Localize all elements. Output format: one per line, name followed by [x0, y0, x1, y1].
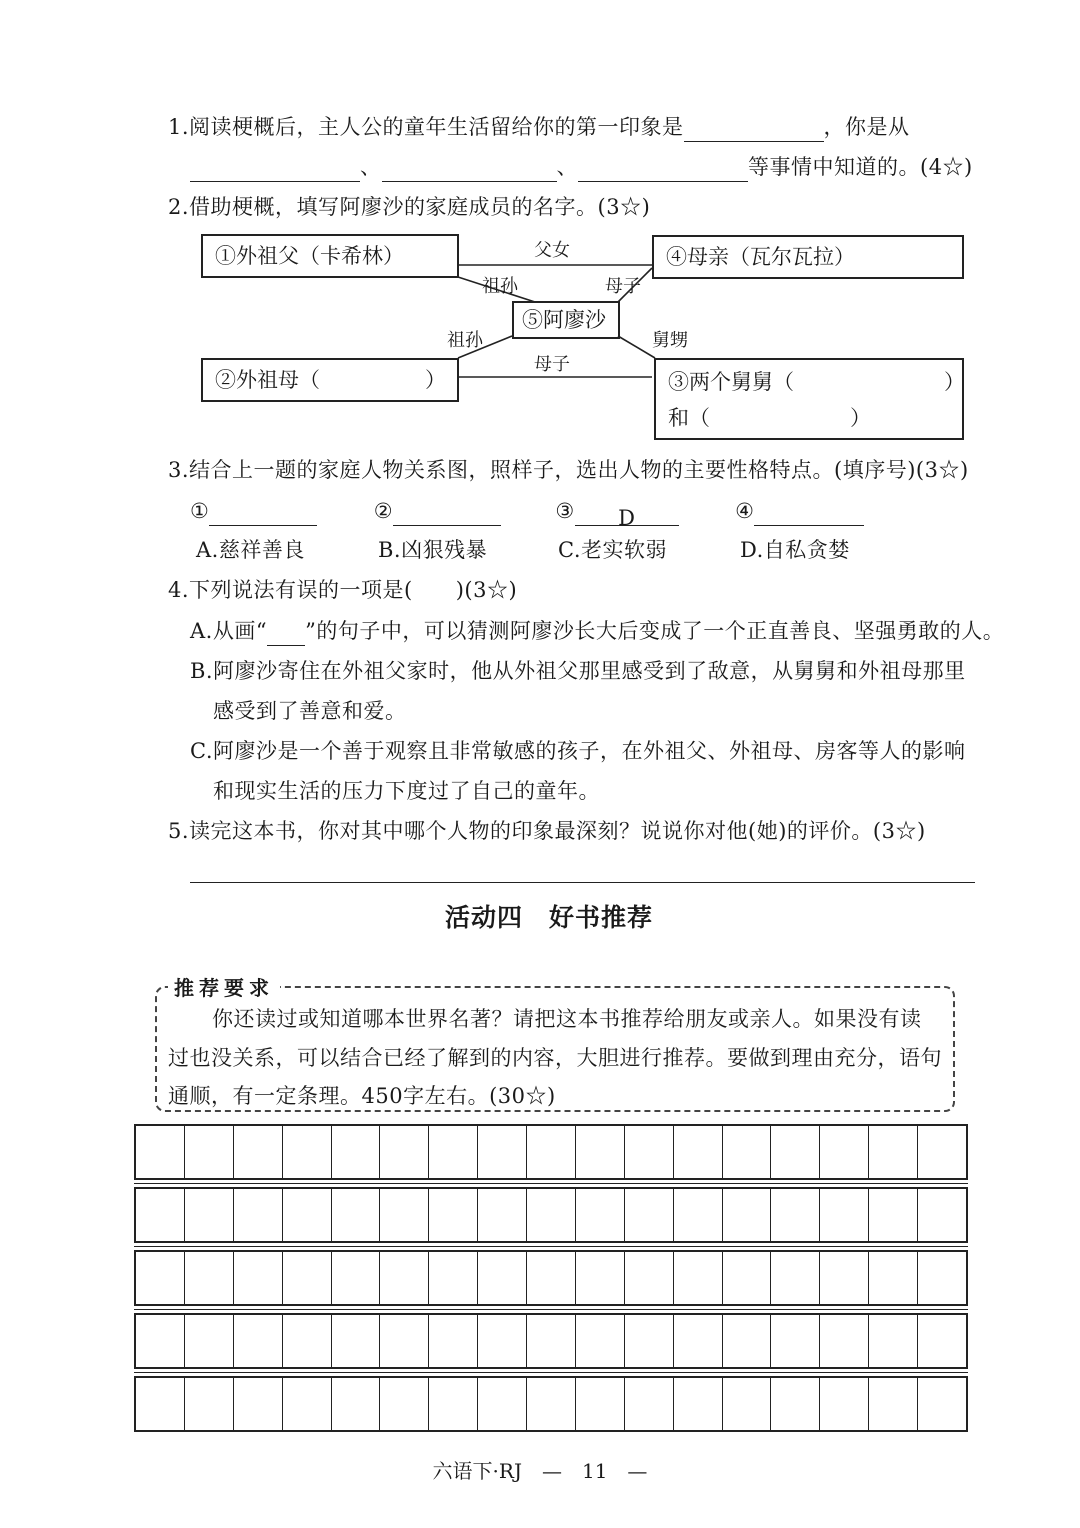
q3-blank-2[interactable] — [393, 503, 501, 526]
requirements-line2: 过也没关系，可以结合已经了解到的内容，大胆进行推荐。要做到理由充分，语句 — [168, 1046, 942, 1070]
box-uncles: ③两个舅舅（ ） 和（ ） — [654, 358, 964, 440]
writing-grid-row[interactable] — [134, 1187, 968, 1243]
box-grandmother: ②外祖母（ ） — [201, 358, 459, 402]
writing-grid-row[interactable] — [134, 1376, 968, 1432]
requirements-line1: 你还读过或知道哪本世界名著？请把这本书推荐给朋友或亲人。如果没有读 — [212, 1007, 922, 1031]
rel-father-daughter: 父女 — [534, 240, 570, 261]
rel-grandparent-2: 祖孙 — [447, 330, 483, 351]
q2-text: 2.借助梗概，填写阿廖沙的家庭成员的名字。(3☆) — [168, 195, 651, 219]
q4-option-c-line1: C.阿廖沙是一个善于观察且非常敏感的孩子，在外祖父、外祖母、房客等人的影响 — [190, 739, 966, 763]
q1-line2: 、 、 等事情中知道的。(4☆) — [190, 152, 973, 182]
q5-text: 5.读完这本书，你对其中哪个人物的印象最深刻？说说你对他(她)的评价。(3☆) — [168, 819, 926, 843]
q5-answer-line[interactable] — [190, 882, 975, 883]
q4-text: 4.下列说法有误的一项是( )(3☆) — [168, 578, 518, 602]
requirements-tag: 推荐要求 — [168, 972, 280, 1001]
box-aliosha: ⑤阿廖沙 — [512, 301, 620, 339]
q3-options — [196, 535, 850, 565]
q4-option-b-line2: 感受到了善意和爱。 — [213, 699, 407, 723]
rel-mother-son-1: 母子 — [605, 276, 641, 297]
q4-option-c-line2: 和现实生活的压力下度过了自己的童年。 — [213, 779, 600, 803]
page-footer: 六语下·RJ — 11 — — [432, 1459, 648, 1483]
q1-line1: 1.阅读梗概后，主人公的童年生活留给你的第一印象是 ，你是从 — [168, 112, 910, 142]
writing-grid-row[interactable] — [134, 1313, 968, 1369]
q4-option-a: A.从画“ ”的句子中，可以猜测阿廖沙长大后变成了一个正直善良、坚强勇敢的人。 — [190, 616, 1004, 646]
requirements-line3: 通顺，有一定条理。450字左右。(30☆) — [168, 1084, 556, 1108]
activity-title: 活动四 好书推荐 — [445, 903, 654, 932]
q3-blank-3[interactable]: D — [575, 503, 679, 526]
option-b: B.凶狠残暴 — [378, 538, 488, 562]
q3-answer-row: ① ② ③ D ④ — [190, 496, 864, 526]
rel-grandparent-1: 祖孙 — [482, 276, 518, 297]
rel-mother-son-2: 母子 — [534, 354, 570, 375]
writing-grid-row[interactable] — [134, 1124, 968, 1180]
rel-uncle-nephew: 舅甥 — [652, 330, 688, 351]
option-d: D.自私贪婪 — [740, 538, 850, 562]
writing-grid-row[interactable] — [134, 1250, 968, 1306]
q3-text: 3.结合上一题的家庭人物关系图，照样子，选出人物的主要性格特点。(填序号)(3☆) — [168, 458, 969, 482]
q3-blank-1[interactable] — [209, 503, 317, 526]
q3-blank-4[interactable] — [754, 503, 864, 526]
q4-option-b-line1: B.阿廖沙寄住在外祖父家时，他从外祖父那里感受到了敌意，从舅舅和外祖母那里 — [190, 659, 966, 683]
box-mother: ④母亲（瓦尔瓦拉） — [652, 235, 964, 279]
q4-a-blank[interactable] — [267, 627, 305, 646]
option-c: C.老实软弱 — [558, 538, 667, 562]
option-a: A.慈祥善良 — [196, 538, 305, 562]
box-grandfather: ①外祖父（卡希林） — [201, 234, 459, 278]
